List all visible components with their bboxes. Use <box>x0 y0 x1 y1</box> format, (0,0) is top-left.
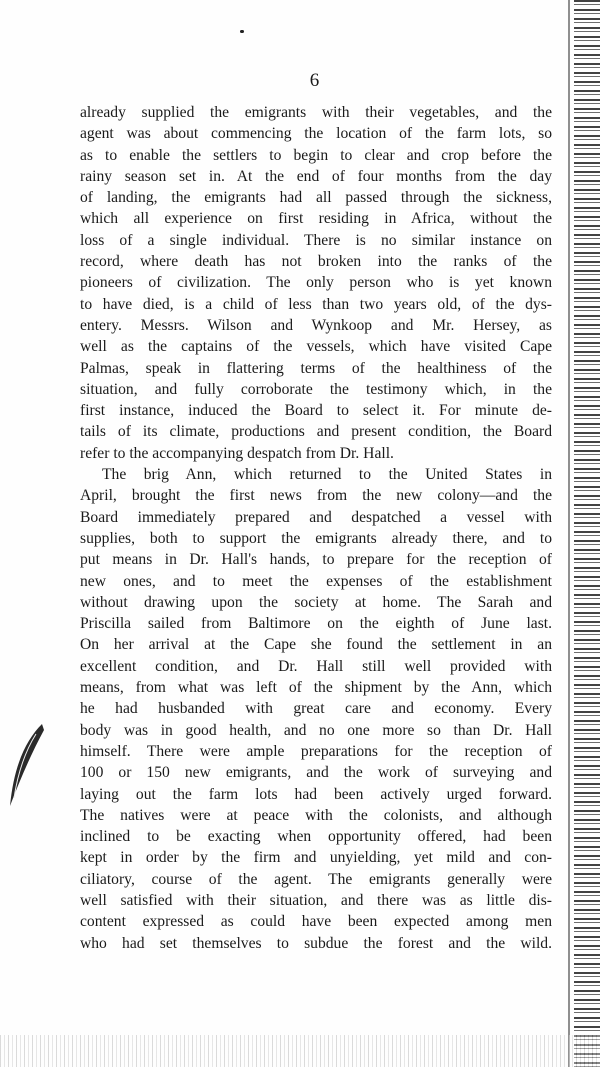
text-line: first instance, induced the Board to select it. For minute de- <box>80 402 552 420</box>
text-line: The brig Ann, which returned to the United States in <box>102 466 552 484</box>
text-line: Palmas, speak in flattering terms of the healthiness of the <box>80 359 552 377</box>
body-text <box>80 102 552 954</box>
text-line: inclined to be exacting when opportunity offered, had been <box>80 828 552 846</box>
text-line: well satisfied with their situation, and there was as little dis- <box>80 891 552 909</box>
text-line: April, brought the first news from the new colony—and the <box>80 487 552 505</box>
text-line: Board immediately prepared and despatched a vessel with <box>80 508 552 526</box>
text-line: body was in good health, and no one more so than Dr. Hall <box>80 721 552 739</box>
text-line: supplies, both to support the emigrants already there, and to <box>80 529 552 547</box>
text-line: content expressed as could have been expected among men <box>80 913 552 931</box>
ink-speck <box>240 30 244 33</box>
text-line: ciliatory, course of the agent. The emigrants generally were <box>80 870 552 888</box>
quill-mark-decoration <box>6 720 46 810</box>
text-line: well as the captains of the vessels, which have visited Cape <box>80 338 552 356</box>
text-line: pioneers of civilization. The only person who is yet known <box>80 274 552 292</box>
text-line: who had set themselves to subdue the forest and the wild. <box>80 934 552 952</box>
text-line: put means in Dr. Hall's hands, to prepare for the reception of <box>80 551 552 569</box>
text-line: he had husbanded with great care and economy. Every <box>80 700 552 718</box>
text-line: new ones, and to meet the expenses of the establishment <box>80 572 552 590</box>
text-line: means, from what was left of the shipment by the Ann, which <box>80 679 552 697</box>
text-line: loss of a single individual. There is no similar instance on <box>80 231 552 249</box>
text-line: which all experience on first residing in Africa, without the <box>80 210 552 228</box>
text-line: The natives were at peace with the colonists, and although <box>80 806 552 824</box>
text-line: kept in order by the firm and unyielding, yet mild and con- <box>80 849 552 867</box>
text-line: Priscilla sailed from Baltimore on the eighth of June last. <box>80 615 552 633</box>
text-line: without drawing upon the society at home. The Sarah and <box>80 593 552 611</box>
text-line: rainy season set in. At the end of four months from the day <box>80 167 552 185</box>
text-line: refer to the accompanying despatch from Dr. Hall. <box>80 444 394 462</box>
text-line: record, where death has not broken into the ranks of the <box>80 253 552 271</box>
text-line: tails of its climate, productions and present condition, the Board <box>80 423 552 441</box>
text-line: of landing, the emigrants had all passed through the sickness, <box>80 189 552 207</box>
text-line: himself. There were ample preparations for the reception of <box>80 742 552 760</box>
binding-edge <box>574 0 600 1067</box>
text-line: already supplied the emigrants with their vegetables, and the <box>80 104 552 121</box>
text-line: situation, and fully corroborate the testimony which, in the <box>80 380 552 398</box>
text-line: excellent condition, and Dr. Hall still well provided with <box>80 657 552 675</box>
scan-noise-bottom <box>0 1035 600 1067</box>
text-line: agent was about commencing the location of the farm lots, so <box>80 125 552 143</box>
binding-shadow <box>568 0 570 1067</box>
text-line: 100 or 150 new emigrants, and the work of surveying and <box>80 764 552 782</box>
text-line: On her arrival at the Cape she found the settlement in an <box>80 636 552 654</box>
text-line: to have died, is a child of less than two years old, of the dys- <box>80 295 552 313</box>
text-line: entery. Messrs. Wilson and Wynkoop and Mr. Hersey, as <box>80 316 552 334</box>
page-number: 6 <box>309 70 321 91</box>
text-line: as to enable the settlers to begin to clear and crop before the <box>80 146 552 164</box>
text-line: laying out the farm lots had been actively urged forward. <box>80 785 552 803</box>
